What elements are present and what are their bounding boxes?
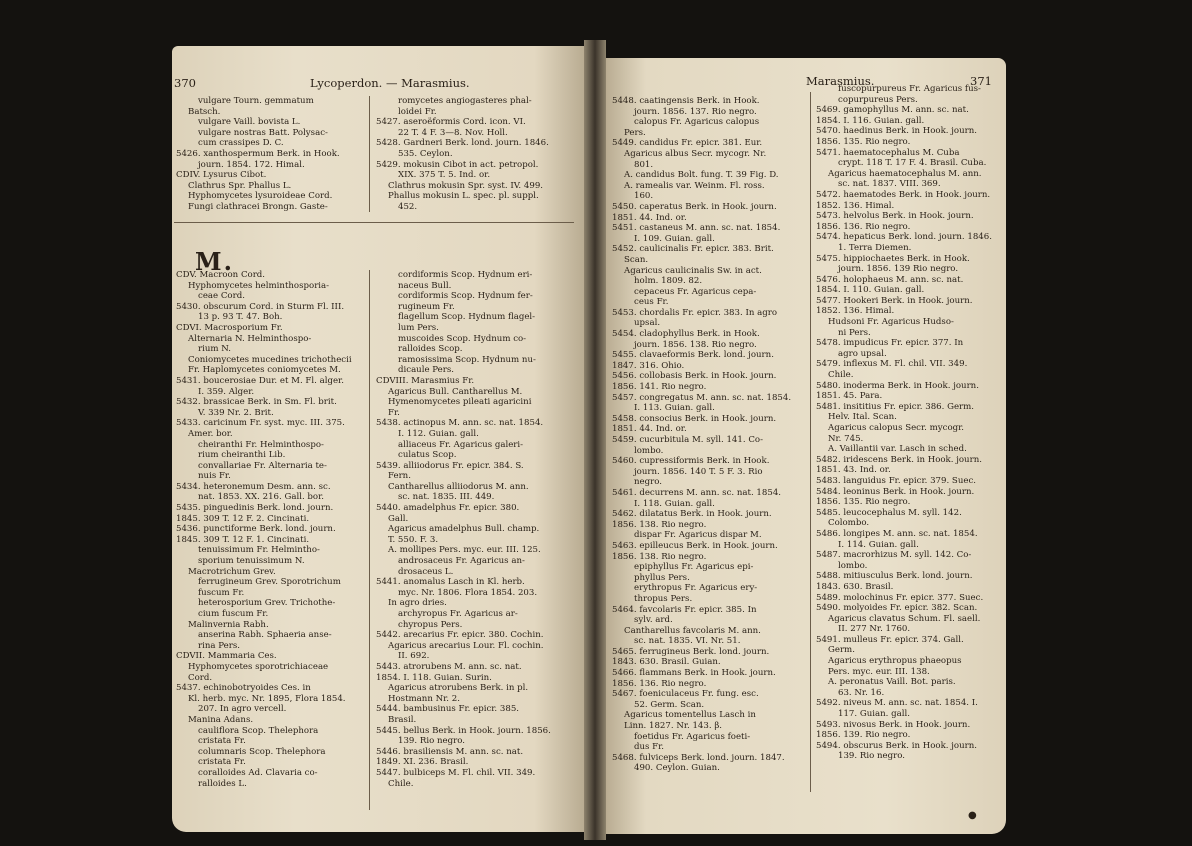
text-line: tenuissimum Fr. Helmintho- [198,545,320,556]
text-line: 1852. 136. Himal. [816,306,895,317]
text-line: dus Fr. [634,742,665,753]
text-line: cum crassipes D. C. [198,138,284,149]
text-line: Fr. Haplomycetes coniomycetes M. [188,365,341,376]
text-line: Germ. [828,645,855,656]
text-line: anserina Rabh. Sphaeria anse- [198,630,332,641]
text-line: Hudsoni Fr. Agaricus Hudso- [828,317,954,328]
text-line: 5468. fulviceps Berk. lond. journ. 1847. [612,752,785,763]
text-line: 5491. mulleus Fr. epicr. 374. Gall. [816,634,964,645]
text-line: 452. [398,201,418,212]
text-line: ceae Cord. [198,291,245,302]
text-line: Agaricus calopus Secr. mycogr. [828,423,965,433]
text-line: dispar Fr. Agaricus dispar M. [634,530,762,541]
text-line: 5465. ferrugineus Berk. lond. journ. [612,646,770,657]
text-line: journ. 1856. 137. Rio negro. [634,106,757,117]
text-line: Linn. 1827. Nr. 143. β. [624,721,723,732]
left-page-number: 370 [174,76,196,90]
text-line: Hyphomycetes lysuroideae Cord. [188,191,333,202]
text-line: dicaule Pers. [398,365,455,376]
text-line: Colombo. [828,518,870,529]
text-line: 5466. flammans Berk. in Hook. journ. [612,668,776,679]
text-line: 5441. anomalus Lasch in Kl. herb. [376,577,525,588]
text-line: 139. Rio negro. [398,736,465,747]
text-line: foetidus Fr. Agaricus foeti- [634,731,751,742]
text-line: sylv. ard. [634,615,673,626]
text-line: Kl. herb. myc. Nr. 1895, Flora 1854. [188,693,346,704]
text-line: 490. Ceylon. Guian. [634,763,720,774]
text-line: chyropus Pers. [398,619,463,630]
text-line: 139. Rio negro. [838,751,905,762]
text-line: A. candidus Bolt. fung. T. 39 Fig. D. [624,170,779,181]
text-line: lum Pers. [398,322,439,333]
text-line: 5428. Gardneri Berk. lond. journ. 1846. [376,138,549,149]
text-line: 1851. 44. Ind. or. [612,212,687,223]
text-line: Alternaria N. Helminthospo- [188,333,312,344]
left-column-1 [176,270,366,789]
page-ornament: ● [968,810,977,821]
text-line: rium cheiranthi Lib. [198,450,286,461]
text-line: A. ramealis var. Weinm. Fl. ross. [624,180,765,191]
text-line: Phallus mokusin L. spec. pl. suppl. [388,191,539,202]
text-line: 1845. 309 T. 12 F. 2. Cincinati. [176,513,310,524]
text-line: Fern. [388,471,411,482]
text-line: Amer. bor. [188,428,233,439]
text-line: journ. 1854. 172. Himal. [198,159,305,170]
left-top-divider [369,96,370,212]
text-line: rugineum Fr. [398,301,455,312]
text-line: 5450. caperatus Berk. in Hook. journ. [612,201,777,212]
section-rule [174,222,574,223]
text-line: 5433. caricinum Fr. syst. myc. III. 375. [176,418,345,429]
left-top-column-1 [176,96,366,213]
text-line: Cord. [188,672,213,683]
text-line: copurpureus Pers. [838,94,918,105]
right-column-divider [810,92,811,792]
text-line: 5464. favcolaris Fr. epicr. 385. In [612,604,757,615]
text-line: II. 277 Nr. 1760. [838,624,911,635]
text-line: Clathrus mokusin Spr. syst. IV. 499. [388,180,544,191]
text-line: ralloides L. [198,778,247,789]
text-line: alliaceus Fr. Agaricus galeri- [398,439,524,450]
text-line: 5453. chordalis Fr. epicr. 383. In agro [612,307,778,318]
text-line: Pers. [624,127,646,138]
text-line: Hyphomycetes sporotrichiaceae [188,661,329,672]
text-line: 5452. caulicinalis Fr. epicr. 383. Brit. [612,244,774,255]
text-line: rium N. [198,344,231,355]
text-line: 1856. 138. Rio negro. [612,519,707,530]
text-line: 5462. dilatatus Berk. in Hook. journ. [612,509,772,520]
text-line: Cantharellus favcolaris M. ann. [624,625,761,636]
text-line: flagellum Scop. Hydnum flagel- [398,312,536,323]
text-line: cium fuscum Fr. [198,609,269,619]
text-line: ferrugineum Grev. Sporotrichum [198,577,341,588]
right-page [606,58,1006,834]
text-line: 5478. impudicus Fr. epicr. 377. In [816,338,964,349]
text-line: Helv. Ital. Scan. [828,412,897,423]
section-letter: M. [195,247,234,276]
text-line: 5489. molochinus Fr. epicr. 377. Suec. [816,592,984,603]
text-line: journ. 1856. 138. Rio negro. [634,339,757,350]
text-line: 5481. insititius Fr. epicr. 386. Germ. [816,401,975,412]
text-line: columnaris Scop. Thelephora [198,746,326,757]
text-line: 1856. 135. Rio negro. [816,497,911,508]
text-line: fuscopurpureus Fr. Agaricus fus- [838,84,981,94]
text-line: Clathrus Spr. Phallus L. [188,180,292,191]
text-line: 1851. 44. Ind. or. [612,424,687,435]
right-column-1 [612,96,804,774]
text-line: cristata Fr. [198,736,246,747]
text-line: 1854. I. 118. Guian. Surin. [376,672,492,683]
text-line: Malinvernia Rabh. [188,619,269,630]
text-line: CDVI. Macrosporium Fr. [176,322,283,333]
text-line: 5435. pinguedinis Berk. lond. journ. [176,503,334,514]
text-line: Agaricus erythropus phaeopus [828,656,962,667]
text-line: vulgare nostras Batt. Polysac- [198,127,328,138]
text-line: drosaceus L. [398,566,454,577]
text-line: Agaricus albus Secr. mycogr. Nr. [624,148,767,159]
text-line: Chile. [828,370,854,381]
text-line: 5476. holophaeus M. ann. sc. nat. [816,274,964,285]
text-line: 22 T. 4 F. 3—8. Nov. Holl. [398,127,508,138]
text-line: 801. [634,159,654,170]
text-line: Fr. [388,407,400,418]
text-line: 535. Ceylon. [398,148,453,159]
text-line: upsal. [634,318,661,329]
text-line: coralloides Ad. Clavaria co- [198,767,318,778]
text-line: vulgare Tourn. gemmatum [198,96,314,106]
text-line: 5485. leucocephalus M. syll. 142. [816,507,962,518]
text-line: cordiformis Scop. Hydnum fer- [398,291,533,302]
text-line: Gall. [388,513,409,524]
text-line: In agro dries. [388,598,447,609]
text-line: ralloides Scop. [398,344,463,355]
text-line: heterosporium Grev. Trichothe- [198,598,336,609]
text-line: 5443. atrorubens M. ann. sc. nat. [376,661,522,672]
text-line: I. 112. Guian. gall. [398,428,479,439]
text-line: II. 692. [398,651,430,662]
text-line: 5473. helvolus Berk. in Hook. journ. [816,211,974,222]
text-line: A. mollipes Pers. myc. eur. III. 125. [388,545,541,556]
text-line: Scan. [624,254,649,265]
text-line: nat. 1853. XX. 216. Gall. bor. [198,492,324,503]
text-line: 5459. cucurbitula M. syll. 141. Co- [612,435,763,445]
text-line: journ. 1856. 140 T. 5 F. 3. Rio [634,466,763,477]
text-line: cordiformis Scop. Hydnum eri- [398,270,533,280]
text-line: 5469. gamophyllus M. ann. sc. nat. [816,105,969,116]
text-line: lombo. [634,445,664,456]
text-line: holm. 1809. 82. [634,276,703,287]
text-line: crypt. 118 T. 17 F. 4. Brasil. Cuba. [838,158,987,169]
text-line: CDV. Macroon Cord. [176,270,266,280]
text-line: journ. 1856. 139 Rio negro. [838,264,959,275]
text-line: 1856. 136. Rio negro. [612,678,707,689]
text-line: Nr. 745. [828,433,864,444]
text-line: Agaricus Bull. Cantharellus M. [388,386,523,397]
text-line: sc. nat. 1835. III. 449. [398,492,495,503]
text-line: 5460. cupressiformis Berk. in Hook. [612,456,770,467]
text-line: 5461. decurrens M. ann. sc. nat. 1854. [612,487,782,498]
text-line: 1843. 630. Brasil. [816,581,894,592]
text-line: 1843. 630. Brasil. Guian. [612,657,721,668]
text-line: Cantharellus alliiodorus M. ann. [388,481,529,492]
text-line: lombo. [838,560,868,571]
text-line: Fungi clathracei Brongn. Gaste- [188,201,328,212]
text-line: 5442. arecarius Fr. epicr. 380. Cochin. [376,630,544,641]
text-line: 5467. foeniculaceus Fr. fung. esc. [612,689,759,700]
text-line: 52. Germ. Scan. [634,699,705,710]
text-line: 5444. bambusinus Fr. epicr. 385. [376,704,520,715]
text-line: Agaricus haematocephalus M. ann. [828,168,982,179]
text-line: 5427. aseroëformis Cord. icon. VI. [376,117,526,128]
text-line: 5479. inflexus M. Fl. chil. VII. 349. [816,359,968,370]
text-line: cheiranthi Fr. Helminthospo- [198,439,324,450]
text-line: ni Pers. [838,327,871,338]
text-line: romycetes angiogasteres phal- [398,96,532,106]
left-page [172,46,584,832]
text-line: 5483. languidus Fr. epicr. 379. Suec. [816,475,976,486]
text-line: 1852. 136. Himal. [816,200,895,211]
text-line: 1856. 139. Rio negro. [816,730,911,741]
text-line: 5472. haematodes Berk. in Hook. journ. [816,189,991,200]
text-line: 5437. echinobotryoides Ces. in [176,683,311,694]
text-line: culatus Scop. [398,450,457,461]
text-line: 5484. leoninus Berk. in Hook. journ. [816,486,975,497]
text-line: XIX. 375 T. 5. Ind. or. [398,170,491,181]
text-line: 5445. bellus Berk. in Hook. journ. 1856. [376,725,551,736]
text-line: 5470. haedinus Berk. in Hook. journ. [816,126,977,137]
text-line: Hymenomycetes pileati agaricini [388,397,532,408]
left-running-head: Lycoperdon. — Marasmius. [310,76,470,90]
text-line: A. Vaillantii var. Lasch in sched. [828,444,967,455]
right-running-head: Marasmius. [806,74,875,88]
text-line: 5480. inoderma Berk. in Hook. journ. [816,380,979,391]
text-line: Agaricus clavatus Schum. Fl. saell. [828,613,981,624]
text-line: 1847. 316. Ohio. [612,360,685,371]
text-line: 5482. iridescens Berk. in Hook. journ. [816,454,982,465]
text-line: 1849. XI. 236. Brasil. [376,757,469,768]
text-line: fuscum Fr. [198,587,245,598]
text-line: 5486. longipes M. ann. sc. nat. 1854. [816,528,978,539]
text-line: epiphyllus Fr. Agaricus epi- [634,562,754,573]
text-line: Agaricus amadelphus Bull. champ. [388,524,540,535]
text-line: 5493. nivosus Berk. in Hook. journ. [816,719,971,730]
text-line: Batsch. [188,106,221,117]
text-line: myc. Nr. 1806. Flora 1854. 203. [398,587,538,598]
text-line: 5429. mokusin Cibot in act. petropol. [376,159,539,170]
text-line: 1854. I. 116. Guian. gall. [816,115,925,126]
text-line: cepaceus Fr. Agaricus cepa- [634,286,757,297]
text-line: 5426. xanthospermum Berk. in Hook. [176,148,340,159]
left-column-divider [369,270,370,810]
text-line: 5430. obscurum Cord. in Sturm Fl. III. [176,301,345,312]
text-line: vulgare Vaill. bovista L. [198,117,301,128]
text-line: 1851. 43. Ind. or. [816,465,891,476]
text-line: 5488. mitiusculus Berk. lond. journ. [816,571,973,582]
text-line: cristata Fr. [198,757,246,768]
text-line: 1851. 45. Para. [816,391,883,402]
text-line: 5492. niveus M. ann. sc. nat. 1854. I. [816,698,978,709]
text-line: negro. [634,477,662,488]
text-line: 13 p. 93 T. 47. Boh. [198,312,283,323]
text-line: Coniomycetes mucedines trichothecii [188,354,352,365]
text-line: 207. In agro vercell. [198,704,287,715]
right-page-number: 371 [970,74,992,88]
text-line: cauliflora Scop. Thelephora [198,725,319,736]
text-line: 5449. candidus Fr. epicr. 381. Eur. [612,138,763,149]
text-line: CDVII. Mammaria Ces. [176,651,277,662]
text-line: 5431. boucerosiae Dur. et M. Fl. alger. [176,375,344,386]
text-line: 5434. heteronemum Desm. ann. sc. [176,481,331,492]
text-line: 1845. 309 T. 12 F. 1. Cincinati. [176,534,310,545]
text-line: 1. Terra Diemen. [838,242,912,253]
text-line: 5463. epilleucus Berk. in Hook. journ. [612,540,778,551]
text-line: Hyphomycetes helminthosporia- [188,280,330,291]
text-line: 5494. obscurus Berk. in Hook. journ. [816,740,978,751]
text-line: 5451. castaneus M. ann. sc. nat. 1854. [612,223,781,234]
left-top-column-2 [376,96,576,213]
text-line: 1856. 141. Rio negro. [612,382,707,393]
text-line: muscoides Scop. Hydnum co- [398,333,527,344]
text-line: 5457. congregatus M. ann. sc. nat. 1854. [612,392,792,403]
text-line: agro upsal. [838,348,887,359]
text-line: 5474. hepaticus Berk. lond. journ. 1846. [816,232,992,243]
text-line: ceus Fr. [634,297,669,308]
text-line: thropus Pers. [634,593,693,604]
text-line: Chile. [388,778,414,789]
text-line: sporium tenuissimum N. [198,556,305,567]
text-line: Brasil. [388,714,417,725]
text-line: 5490. molyoides Fr. epicr. 382. Scan. [816,603,978,614]
text-line: 5432. brassicae Berk. in Sm. Fl. brit. [176,397,337,408]
text-line: 5471. haematocephalus M. Cuba [816,147,960,158]
text-line: ramosissima Scop. Hydnum nu- [398,354,536,365]
text-line: Agaricus caulicinalis Sw. in act. [624,265,762,276]
text-line: 5440. amadelphus Fr. epicr. 380. [376,503,520,514]
text-line: CDIV. Lysurus Cibot. [176,170,267,181]
text-line: 5446. brasiliensis M. ann. sc. nat. [376,746,524,757]
text-line: 5448. caatingensis Berk. in Hook. [612,96,760,106]
text-line: Macrotrichum Grev. [188,566,276,577]
text-line: A. peronatus Vaill. Bot. paris. [828,677,956,688]
text-line: 5477. Hookeri Berk. in Hook. journ. [816,295,973,306]
text-line: 117. Guian. gall. [838,709,910,720]
text-line: erythropus Fr. Agaricus ery- [634,583,758,594]
text-line: 1854. I. 110. Guian. gall. [816,285,925,296]
text-line: 5447. bulbiceps M. Fl. chil. VII. 349. [376,767,536,778]
text-line: 5439. alliiodorus Fr. epicr. 384. S. [376,460,524,471]
text-line: 160. [634,191,654,202]
left-column-2 [376,270,576,789]
text-line: 1856. 138. Rio negro. [612,551,707,562]
text-line: 5455. clavaeformis Berk. lond. journ. [612,350,774,361]
text-line: Agaricus tomentellus Lasch in [624,710,756,721]
text-line: androsaceus Fr. Agaricus an- [398,556,525,567]
text-line: 5456. collobasis Berk. in Hook. journ. [612,371,777,382]
text-line: 5458. consocius Berk. in Hook. journ. [612,413,777,424]
text-line: Agaricus arecarius Lour. Fl. cochin. [388,640,544,651]
text-line: Agaricus atrorubens Berk. in pl. [388,683,529,694]
right-column-2 [816,84,1006,762]
text-line: 5436. punctiforme Berk. lond. journ. [176,524,336,535]
text-line: I. 114. Guian. gall. [838,539,919,550]
text-line: I. 109. Guian. gall. [634,233,715,244]
text-line: 63. Nr. 16. [838,687,885,698]
text-line: archyropus Fr. Agaricus ar- [398,609,518,619]
text-line: calopus Fr. Agaricus calopus [634,117,760,128]
text-line: 5454. cladophyllus Berk. in Hook. [612,329,760,340]
text-line: 1856. 136. Rio negro. [816,221,911,232]
text-line: 5438. actinopus M. ann. sc. nat. 1854. [376,418,544,429]
text-line: I. 113. Guian. gall. [634,403,715,414]
text-line: I. 118. Guian. gall. [634,498,715,509]
book-gutter [584,40,606,840]
text-line: 5475. hippiochaetes Berk. in Hook. [816,253,970,264]
text-line: I. 359. Alger. [198,386,255,397]
text-line: 5487. macrorhizus M. syll. 142. Co- [816,550,972,561]
text-line: nuis Fr. [198,471,231,482]
text-line: sc. nat. 1837. VIII. 369. [838,179,941,190]
text-line: T. 550. F. 3. [388,534,439,545]
text-line: 1856. 135. Rio negro. [816,136,911,147]
text-line: convallariae Fr. Alternaria te- [198,460,327,471]
text-line: Hostmann Nr. 2. [388,693,460,704]
text-line: loidei Fr. [398,106,437,117]
text-line: CDVIII. Marasmius Fr. [376,375,475,386]
text-line: phyllus Pers. [634,572,690,583]
text-line: Pers. myc. eur. III. 138. [828,666,930,677]
text-line: Manina Adans. [188,714,254,725]
text-line: sc. nat. 1835. VI. Nr. 51. [634,636,741,647]
text-line: V. 339 Nr. 2. Brit. [198,407,274,418]
text-line: naceus Bull. [398,280,452,291]
text-line: rina Pers. [198,640,240,651]
